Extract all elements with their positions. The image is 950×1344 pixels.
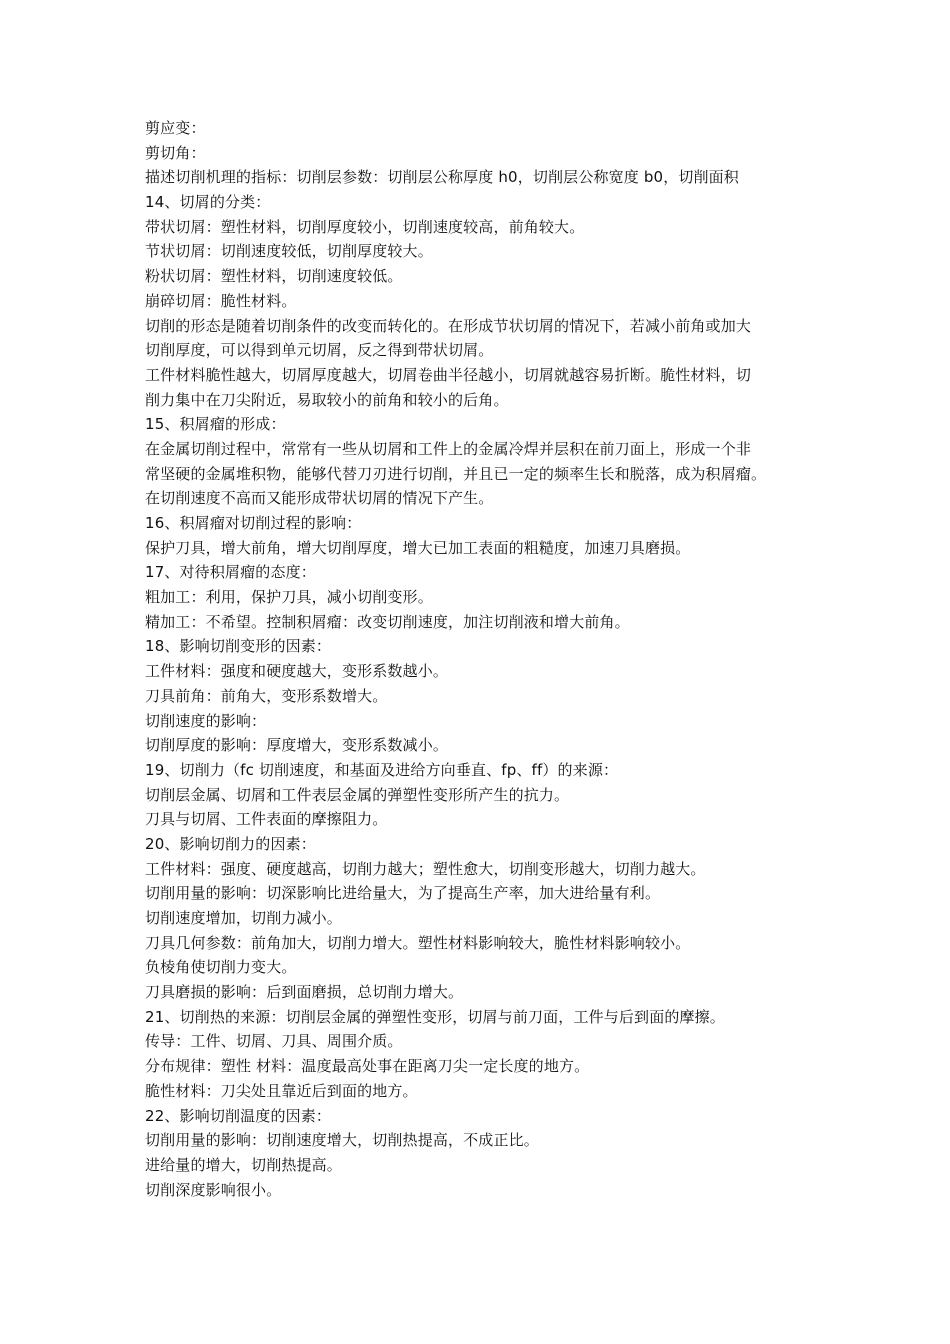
text-line: 剪切角： xyxy=(145,143,206,162)
text-line: 传导：工件、切屑、刀具、周围介质。 xyxy=(145,1032,403,1051)
text-line: 21、切削热的来源：切削层金属的弹塑性变形，切屑与前刀面，工件与后到面的摩擦。 xyxy=(145,1007,725,1026)
text-line: 16、积屑瘤对切削过程的影响： xyxy=(145,514,362,532)
text-line: 切削用量的影响：切深影响比进给量大，为了提高生产率，加大进给量有利。 xyxy=(145,884,661,903)
document-page xyxy=(145,116,825,1202)
text-line: 剪应变： xyxy=(145,119,206,137)
text-line: 工件材料：强度、硬度越高，切削力越大；塑性愈大，切削变形越大，切削力越大。 xyxy=(145,859,706,878)
text-line: 削力集中在刀尖附近，易取较小的前角和较小的后角。 xyxy=(145,390,509,409)
text-line: 常坚硬的金属堆积物，能够代替刀刃进行切削，并且已一定的频率生长和脱落，成为积屑瘤。 xyxy=(145,464,767,483)
text-line: 节状切屑：切削速度较低，切削厚度较大。 xyxy=(145,242,433,261)
text-line: 带状切屑：塑性材料，切削厚度较小，切削速度较高，前角较大。 xyxy=(145,217,585,236)
text-line: 崩碎切屑：脆性材料。 xyxy=(145,291,297,310)
text-line: 切削用量的影响：切削速度增大，切削热提高，不成正比。 xyxy=(145,1131,539,1150)
text-line: 切削厚度，可以得到单元切屑，反之得到带状切屑。 xyxy=(145,341,494,360)
text-line: 精加工：不希望。控制积屑瘤：改变切削速度，加注切削液和增大前角。 xyxy=(145,612,630,631)
text-line: 刀具磨损的影响：后到面磨损，总切削力增大。 xyxy=(145,983,464,1002)
text-line: 切削厚度的影响：厚度增大，变形系数减小。 xyxy=(145,736,449,755)
text-line: 15、积屑瘤的形成： xyxy=(145,415,286,434)
text-line: 22、影响切削温度的因素： xyxy=(145,1106,332,1125)
text-line: 进给量的增大，切削热提高。 xyxy=(145,1155,342,1174)
text-line: 19、切削力（fc 切削速度，和基面及进给方向垂直、fp、ff）的来源： xyxy=(145,760,619,779)
text-line: 工件材料：强度和硬度越大，变形系数越小。 xyxy=(145,662,449,681)
text-line: 切削深度影响很小。 xyxy=(145,1180,282,1199)
text-line: 工件材料脆性越大，切屑厚度越大，切屑卷曲半径越小，切屑就越容易折断。脆性材料，切 xyxy=(145,365,752,384)
text-line: 切削速度的影响： xyxy=(145,711,267,730)
text-line: 粉状切屑：塑性材料，切削速度较低。 xyxy=(145,267,403,286)
text-line: 18、影响切削变形的因素： xyxy=(145,637,332,656)
text-line: 分布规律：塑性 材料：温度最高处事在距离刀尖一定长度的地方。 xyxy=(145,1057,590,1076)
text-line: 17、对待积屑瘤的态度： xyxy=(145,563,316,582)
text-line: 保护刀具，增大前角，增大切削厚度，增大已加工表面的粗糙度，加速刀具磨损。 xyxy=(145,538,691,557)
text-line: 20、影响切削力的因素： xyxy=(145,834,316,853)
text-line: 描述切削机理的指标：切削层参数：切削层公称厚度 h0，切削层公称宽度 b0，切削面积 xyxy=(145,168,739,187)
text-line: 在切削速度不高而又能形成带状切屑的情况下产生。 xyxy=(145,489,494,508)
text-line: 负棱角使切削力变大。 xyxy=(145,958,297,977)
text-line: 脆性材料：刀尖处且靠近后到面的地方。 xyxy=(145,1081,418,1100)
text-line: 14、切屑的分类： xyxy=(145,193,271,212)
text-line: 在金属切削过程中，常常有一些从切屑和工件上的金属冷焊并层积在前刀面上，形成一个非 xyxy=(145,439,752,458)
text-line: 刀具几何参数：前角加大，切削力增大。塑性材料影响较大，脆性材料影响较小。 xyxy=(145,933,691,952)
text-line: 切削速度增加，切削力减小。 xyxy=(145,909,342,927)
text-line: 切削层金属、切屑和工件表层金属的弹塑性变形所产生的抗力。 xyxy=(145,785,570,804)
text-line: 切削的形态是随着切削条件的改变而转化的。在形成节状切屑的情况下，若减小前角或加大 xyxy=(145,316,752,335)
text-line: 刀具与切屑、工件表面的摩擦阻力。 xyxy=(145,810,388,829)
text-line: 刀具前角：前角大，变形系数增大。 xyxy=(145,686,388,705)
text-line: 粗加工：利用，保护刀具，减小切削变形。 xyxy=(145,588,433,607)
